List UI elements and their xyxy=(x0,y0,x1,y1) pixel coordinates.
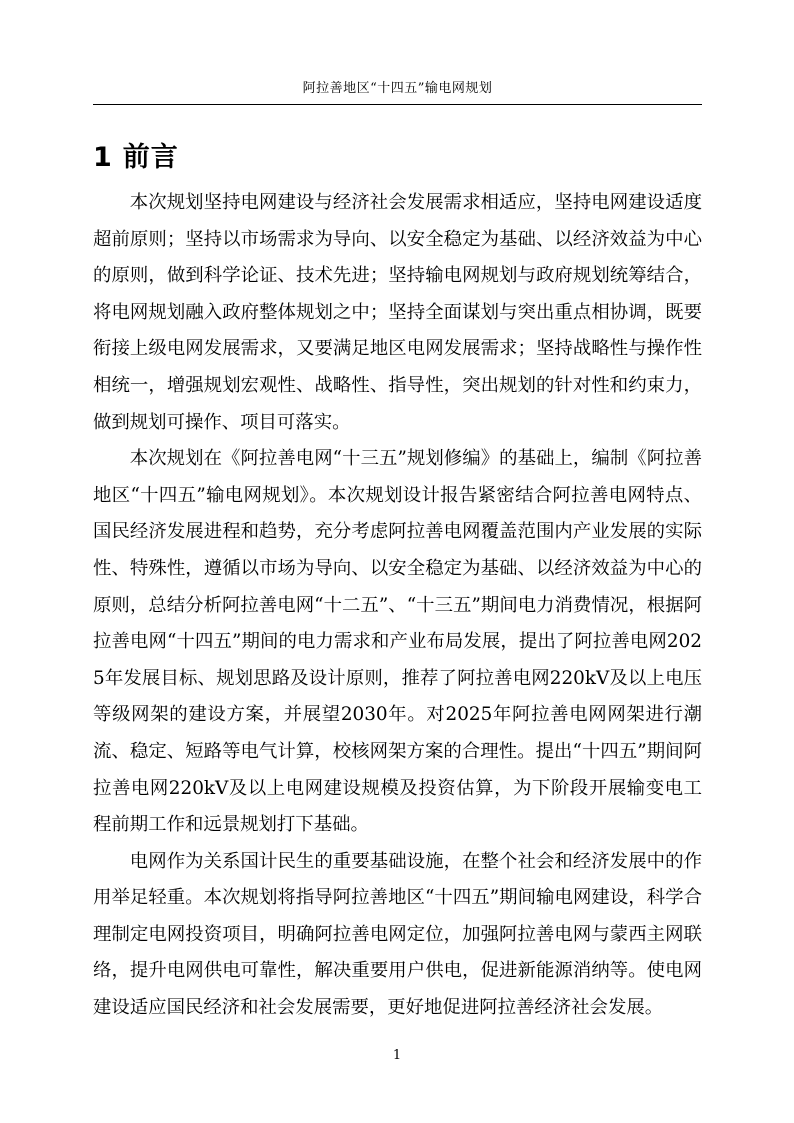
paragraph: 电网作为关系国计民生的重要基础设施，在整个社会和经济发展中的作用举足轻重。本次规划将指导阿拉善地区“十四五”期间输电网建设，科学合理制定电网投资项目，明确阿拉善电网定位，加强阿拉善电网与蒙西主网联络，提升电网供电可靠性，解决重要用户供电，促进新能源消纳等。使电网建设适应国民经济和社会发展需要，更好地促进阿拉善经济社会发展。 xyxy=(93,850,702,1019)
running-header-title: 阿拉善地区“十四五”输电网规划 xyxy=(302,81,493,96)
page-number: 1 xyxy=(392,1048,402,1063)
body-text xyxy=(93,185,702,1027)
section-heading xyxy=(93,138,179,178)
page-footer xyxy=(0,1048,794,1064)
paragraph: 本次规划坚持电网建设与经济社会发展需求相适应，坚持电网建设适度超前原则；坚持以市场需求为导向、以安全稳定为基础、以经济效益为中心的原则，做到科学论证、技术先进；坚持输电网规划与政府规划统筹结合，将电网规划融入政府整体规划之中；坚持全面谋划与突出重点相协调，既要衔接上级电网发展需求，又要满足地区电网发展需求；坚持战略性与操作性相统一，增强规划宏观性、战略性、指导性，突出规划的针对性和约束力，做到规划可操作、项目可落实。 xyxy=(93,192,702,433)
running-header xyxy=(93,80,702,105)
section-title: 前言 xyxy=(122,142,179,173)
section-number: 1 xyxy=(93,142,113,173)
paragraph: 本次规划在《阿拉善电网“十三五”规划修编》的基础上，编制《阿拉善地区“十四五”输电网规划》。本次规划设计报告紧密结合阿拉善电网特点、国民经济发展进程和趋势，充分考虑阿拉善电网覆盖范围内产业发展的实际性、特殊性，遵循以市场为导向、以安全稳定为基础、以经济效益为中心的原则，总结分析阿拉善电网“十二五”、“十三五”期间电力消费情况，根据阿拉善电网“十四五”期间的电力需求和产业布局发展，提出了阿拉善电网2025年发展目标、规划思路及设计原则，推荐了阿拉善电网220kV及以上电压等级网架的建设方案，并展望2030年。对2025年阿拉善电网网架进行潮流、稳定、短路等电气计算，校核网架方案的合理性。提出“十四五”期间阿拉善电网220kV及以上电网建设规模及投资估算，为下阶段开展输变电工程前期工作和远景规划打下基础。 xyxy=(93,448,702,836)
